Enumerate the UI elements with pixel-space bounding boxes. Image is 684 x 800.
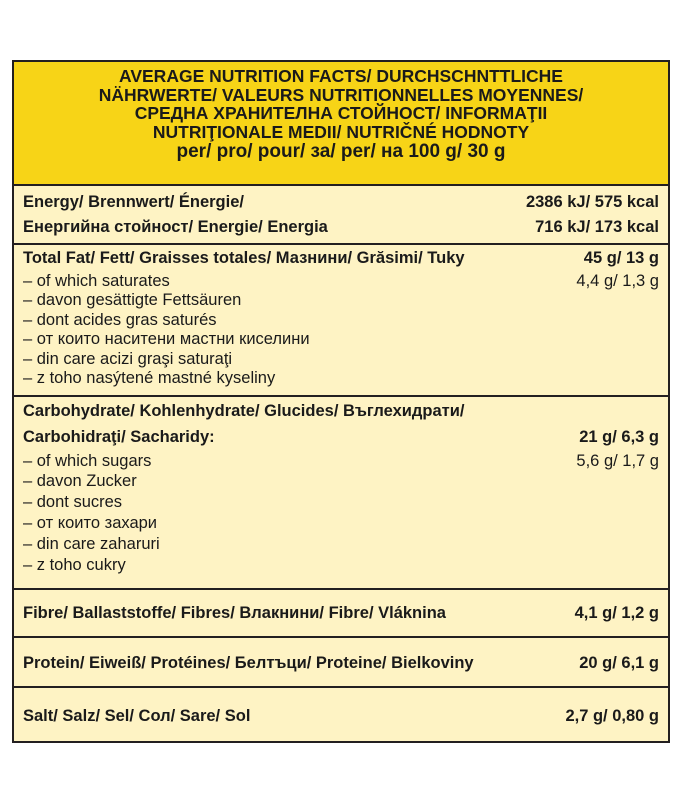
header-line: NÄHRWERTE/ VALEURS NUTRITIONNELLES MOYENNES/ xyxy=(98,84,584,105)
carbs-value: 21 g/ 6,3 g xyxy=(579,428,659,446)
carbs-label: Carbohydrate/ Kohlenhydrate/ Glucides/ Въглехидрати/ xyxy=(23,402,465,420)
sugars-label: – of which sugars xyxy=(23,452,152,470)
sugars-row xyxy=(23,452,659,471)
fibre-value: 4,1 g/ 1,2 g xyxy=(574,604,659,622)
fat-sub-label: – dont acides gras saturés xyxy=(23,311,217,329)
salt-value: 2,7 g/ 0,80 g xyxy=(565,707,659,725)
energy-row-1 xyxy=(23,193,659,212)
nutrition-header xyxy=(14,62,668,186)
header-line: NUTRIŢIONALE MEDII/ NUTRIČNÉ HODNOTY xyxy=(152,121,530,142)
salt-label: Salt/ Salz/ Sel/ Сол/ Sare/ Sol xyxy=(23,707,251,725)
divider xyxy=(14,243,668,245)
carbs-sub-label: – z toho cukry xyxy=(23,556,126,574)
carbs-label: Carbohidraţi/ Sacharidy: xyxy=(23,428,215,446)
carbs-row-1 xyxy=(23,402,659,421)
fat-value: 45 g/ 13 g xyxy=(583,249,659,267)
energy-label: Енергийна стойност/ Energie/ Energia xyxy=(23,218,328,236)
fibre-label: Fibre/ Ballaststoffe/ Fibres/ Влакнини/ Fibre/ Vláknina xyxy=(23,604,446,622)
protein-value: 20 g/ 6,1 g xyxy=(579,654,659,672)
energy-value: 2386 kJ/ 575 kcal xyxy=(525,193,659,211)
fat-label: Total Fat/ Fett/ Graisses totales/ Мазнини/ Grăsimi/ Tuky xyxy=(23,249,465,267)
header-per-portion: per/ pro/ pour/ за/ per/ на 100 g/ 30 g xyxy=(176,141,506,162)
saturates-value: 4,4 g/ 1,3 g xyxy=(576,272,659,290)
salt-row xyxy=(23,707,659,726)
energy-row-2 xyxy=(23,218,659,237)
divider xyxy=(14,395,668,397)
header-line: AVERAGE NUTRITION FACTS/ DURCHSCHNTTLICHE xyxy=(119,66,563,86)
carbs-sub-label: – dont sucres xyxy=(23,493,123,511)
divider xyxy=(14,686,668,688)
carbs-sub-label: – davon Zucker xyxy=(23,472,137,490)
fat-sub-label: – davon gesättigte Fettsäuren xyxy=(23,291,242,309)
carbs-row-2 xyxy=(23,428,659,447)
carbs-sub-label: – din care zaharuri xyxy=(23,535,160,553)
fat-row xyxy=(23,249,659,268)
fat-sub-label: – z toho nasýtené mastné kyseliny xyxy=(23,369,276,387)
carbs-sub-label: – от които захари xyxy=(23,514,158,532)
sugars-value: 5,6 g/ 1,7 g xyxy=(576,452,659,470)
saturates-row xyxy=(23,272,659,291)
fat-sub-label: – от които наситени мастни киселини xyxy=(23,330,310,348)
divider xyxy=(14,588,668,590)
fat-sub-label: – din care acizi graşi saturaţi xyxy=(23,350,233,368)
fibre-row xyxy=(23,604,659,623)
energy-label: Energy/ Brennwert/ Énergie/ xyxy=(23,193,244,211)
nutrition-facts-panel xyxy=(12,60,670,743)
divider xyxy=(14,636,668,638)
energy-value: 716 kJ/ 173 kcal xyxy=(535,218,659,236)
header-line: СРЕДНА ХРАНИТЕЛНА СТОЙНОСТ/ INFORMAŢII xyxy=(134,103,548,123)
protein-label: Protein/ Eiweiß/ Protéines/ Белтъци/ Proteine/ Bielkoviny xyxy=(23,654,474,672)
saturates-label: – of which saturates xyxy=(23,272,170,290)
protein-row xyxy=(23,654,659,673)
